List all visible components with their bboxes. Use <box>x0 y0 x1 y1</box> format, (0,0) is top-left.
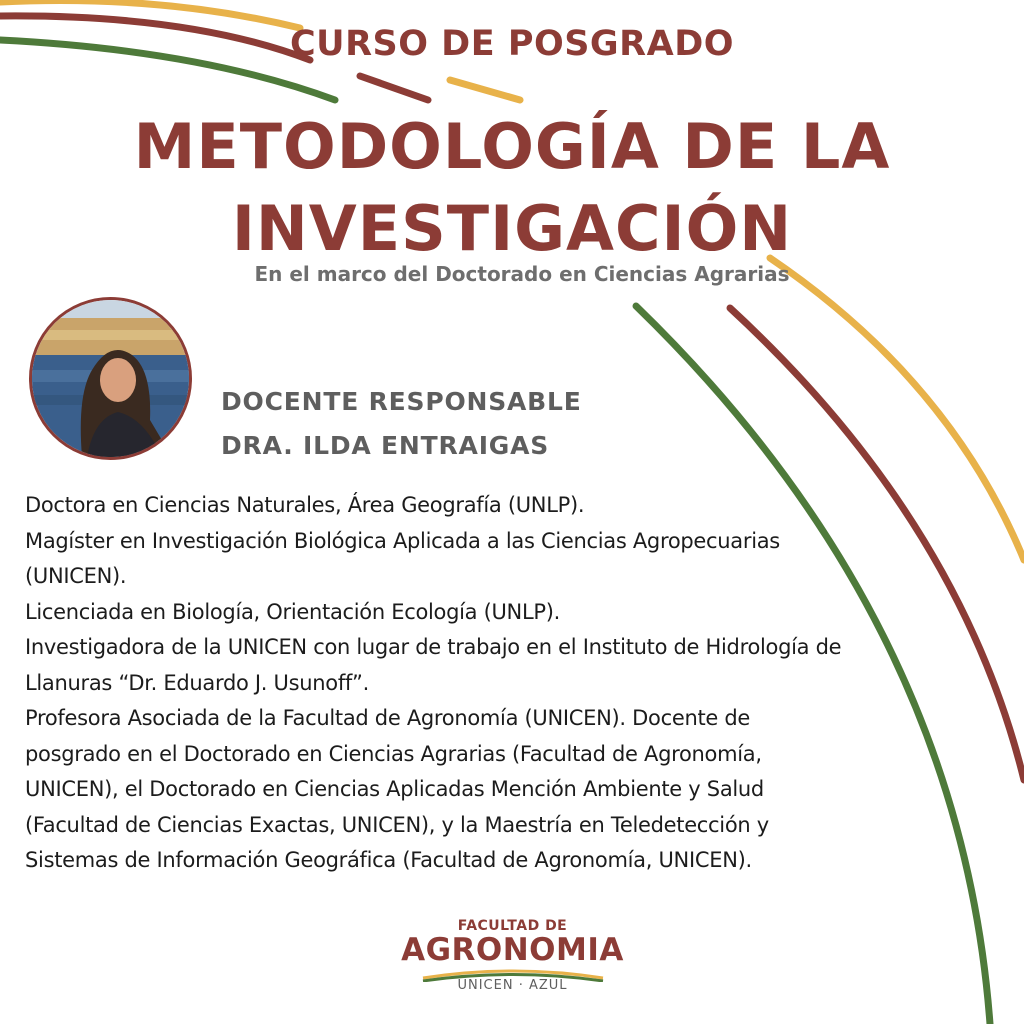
title-line-1: METODOLOGÍA DE LA <box>133 110 891 183</box>
bio-item: Doctora en Ciencias Naturales, Área Geografía (UNLP). <box>25 493 585 517</box>
instructor-block <box>221 380 582 468</box>
faculty-logo <box>400 918 625 1018</box>
portrait-image <box>32 300 189 457</box>
logo-bottom-text: UNICEN · AZUL <box>457 978 568 993</box>
instructor-bio <box>25 488 845 879</box>
instructor-photo <box>29 297 192 460</box>
bio-item: Licenciada en Biología, Orientación Ecología (UNLP). <box>25 599 560 624</box>
arc-red-dash <box>360 76 428 100</box>
bio-item: Magíster en Investigación Biológica Aplicada a las Ciencias Agropecuarias (UNICEN). <box>25 528 780 588</box>
logo-main-text: AGRONOMIA <box>401 932 624 968</box>
logo-top-text: FACULTAD DE <box>457 918 568 934</box>
instructor-name: DRA. ILDA ENTRAIGAS <box>221 431 550 460</box>
page-title <box>0 106 1024 270</box>
title-line-2: INVESTIGACIÓN <box>231 192 793 265</box>
arc-yellow-dash <box>450 80 520 100</box>
bio-item: Profesora Asociada de la Facultad de Agronomía (UNICEN). Docente de posgrado en el Doctorado en Ciencias Agrarias (Facultad de Agronomía, UNICEN), el Doctorado en Ciencias Aplicadas Mención Ambiente y Salud (Facultad de Ciencias Exactas, UNICEN), y la Maestría en Teledetección y Sistemas de Información Geográfica (Facultad de Agronomía, UNICEN). <box>25 706 769 872</box>
course-kicker: CURSO DE POSGRADO <box>289 24 735 64</box>
instructor-role: DOCENTE RESPONSABLE <box>221 387 582 416</box>
bio-item: Investigadora de la UNICEN con lugar de trabajo en el Instituto de Hidrología de Llanuras “Dr. Eduardo J. Usunoff”. <box>25 635 842 695</box>
page-subtitle: En el marco del Doctorado en Ciencias Agrarias <box>254 262 790 286</box>
